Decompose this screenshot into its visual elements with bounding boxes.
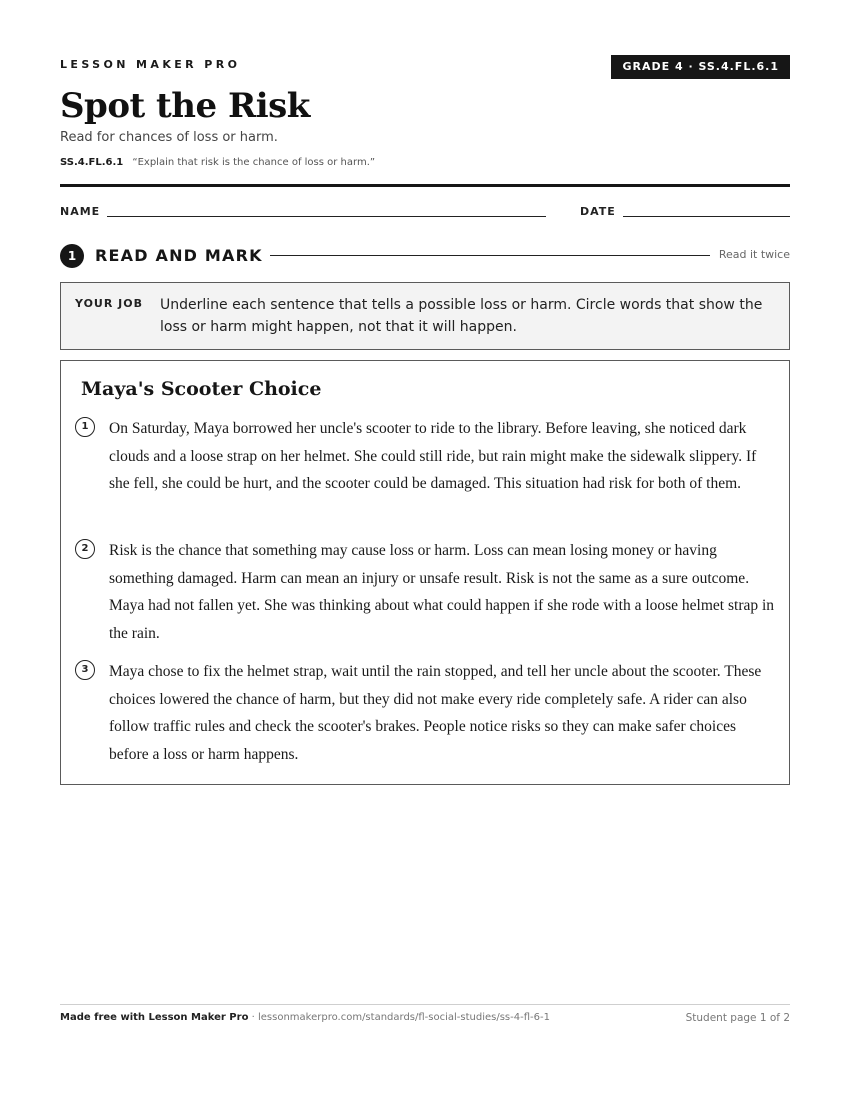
instructions-label: YOUR JOB <box>75 297 143 310</box>
instructions-text: Underline each sentence that tells a possible loss or harm. Circle words that show the loss or harm might happen, not that it will happen. <box>160 297 763 335</box>
date-label: DATE <box>580 205 616 218</box>
section-title: READ AND MARK <box>95 246 263 265</box>
header-divider <box>60 184 790 187</box>
name-label: NAME <box>60 205 101 218</box>
footer-divider <box>60 1004 790 1005</box>
standard-quote: “Explain that risk is the chance of loss or harm.” <box>132 157 376 168</box>
worksheet-page <box>60 0 790 1100</box>
standard-code: SS.4.FL.6.1 <box>60 157 124 168</box>
section-note: Read it twice <box>718 248 790 261</box>
section-divider <box>270 255 710 256</box>
paragraph-number-1: 1 <box>75 417 95 437</box>
footer-credit <box>60 1012 550 1023</box>
story-box <box>60 360 790 785</box>
brand-name: LESSON MAKER PRO <box>60 58 241 71</box>
paragraph-text-2: Risk is the chance that something may cause loss or harm. Loss can mean losing money or having something damaged. Harm can mean an injury or unsafe result. Risk is not the same as a sure outcome. Maya had not fallen yet. She was thinking about what could happen if she rode with a loose helmet strap in the rain. <box>109 542 775 642</box>
paragraph-number-3: 3 <box>75 660 95 680</box>
footer-brand: Made free with Lesson Maker Pro <box>60 1012 249 1023</box>
page-subtitle: Read for chances of loss or harm. <box>60 130 278 145</box>
footer-page-number: Student page 1 of 2 <box>685 1012 790 1024</box>
grade-badge: GRADE 4 · SS.4.FL.6.1 <box>611 55 790 79</box>
standard-line <box>60 157 375 168</box>
date-write-line[interactable] <box>623 216 790 217</box>
story-title: Maya's Scooter Choice <box>81 378 322 400</box>
paragraph-text-3: Maya chose to fix the helmet strap, wait until the rain stopped, and tell her uncle about the scooter. These choices lowered the chance of harm, but they did not make every ride completely safe. A rider can also follow traffic rules and check the scooter's brakes. People notice risks so they can make safer choices before a loss or harm happens. <box>109 663 762 763</box>
footer-url[interactable]: · lessonmakerpro.com/standards/fl-social-studies/ss-4-fl-6-1 <box>248 1012 550 1023</box>
section-number-badge: 1 <box>60 244 84 268</box>
name-write-line[interactable] <box>107 216 546 217</box>
paragraph-text-1: On Saturday, Maya borrowed her uncle's scooter to ride to the library. Before leaving, she noticed dark clouds and a loose strap on her helmet. She could still ride, but rain might make the sidewalk slippery. If she fell, she could be hurt, and the scooter could be damaged. This situation had risk for both of them. <box>109 420 757 492</box>
instructions-box <box>60 282 790 350</box>
page-title: Spot the Risk <box>60 86 310 126</box>
paragraph-number-2: 2 <box>75 539 95 559</box>
